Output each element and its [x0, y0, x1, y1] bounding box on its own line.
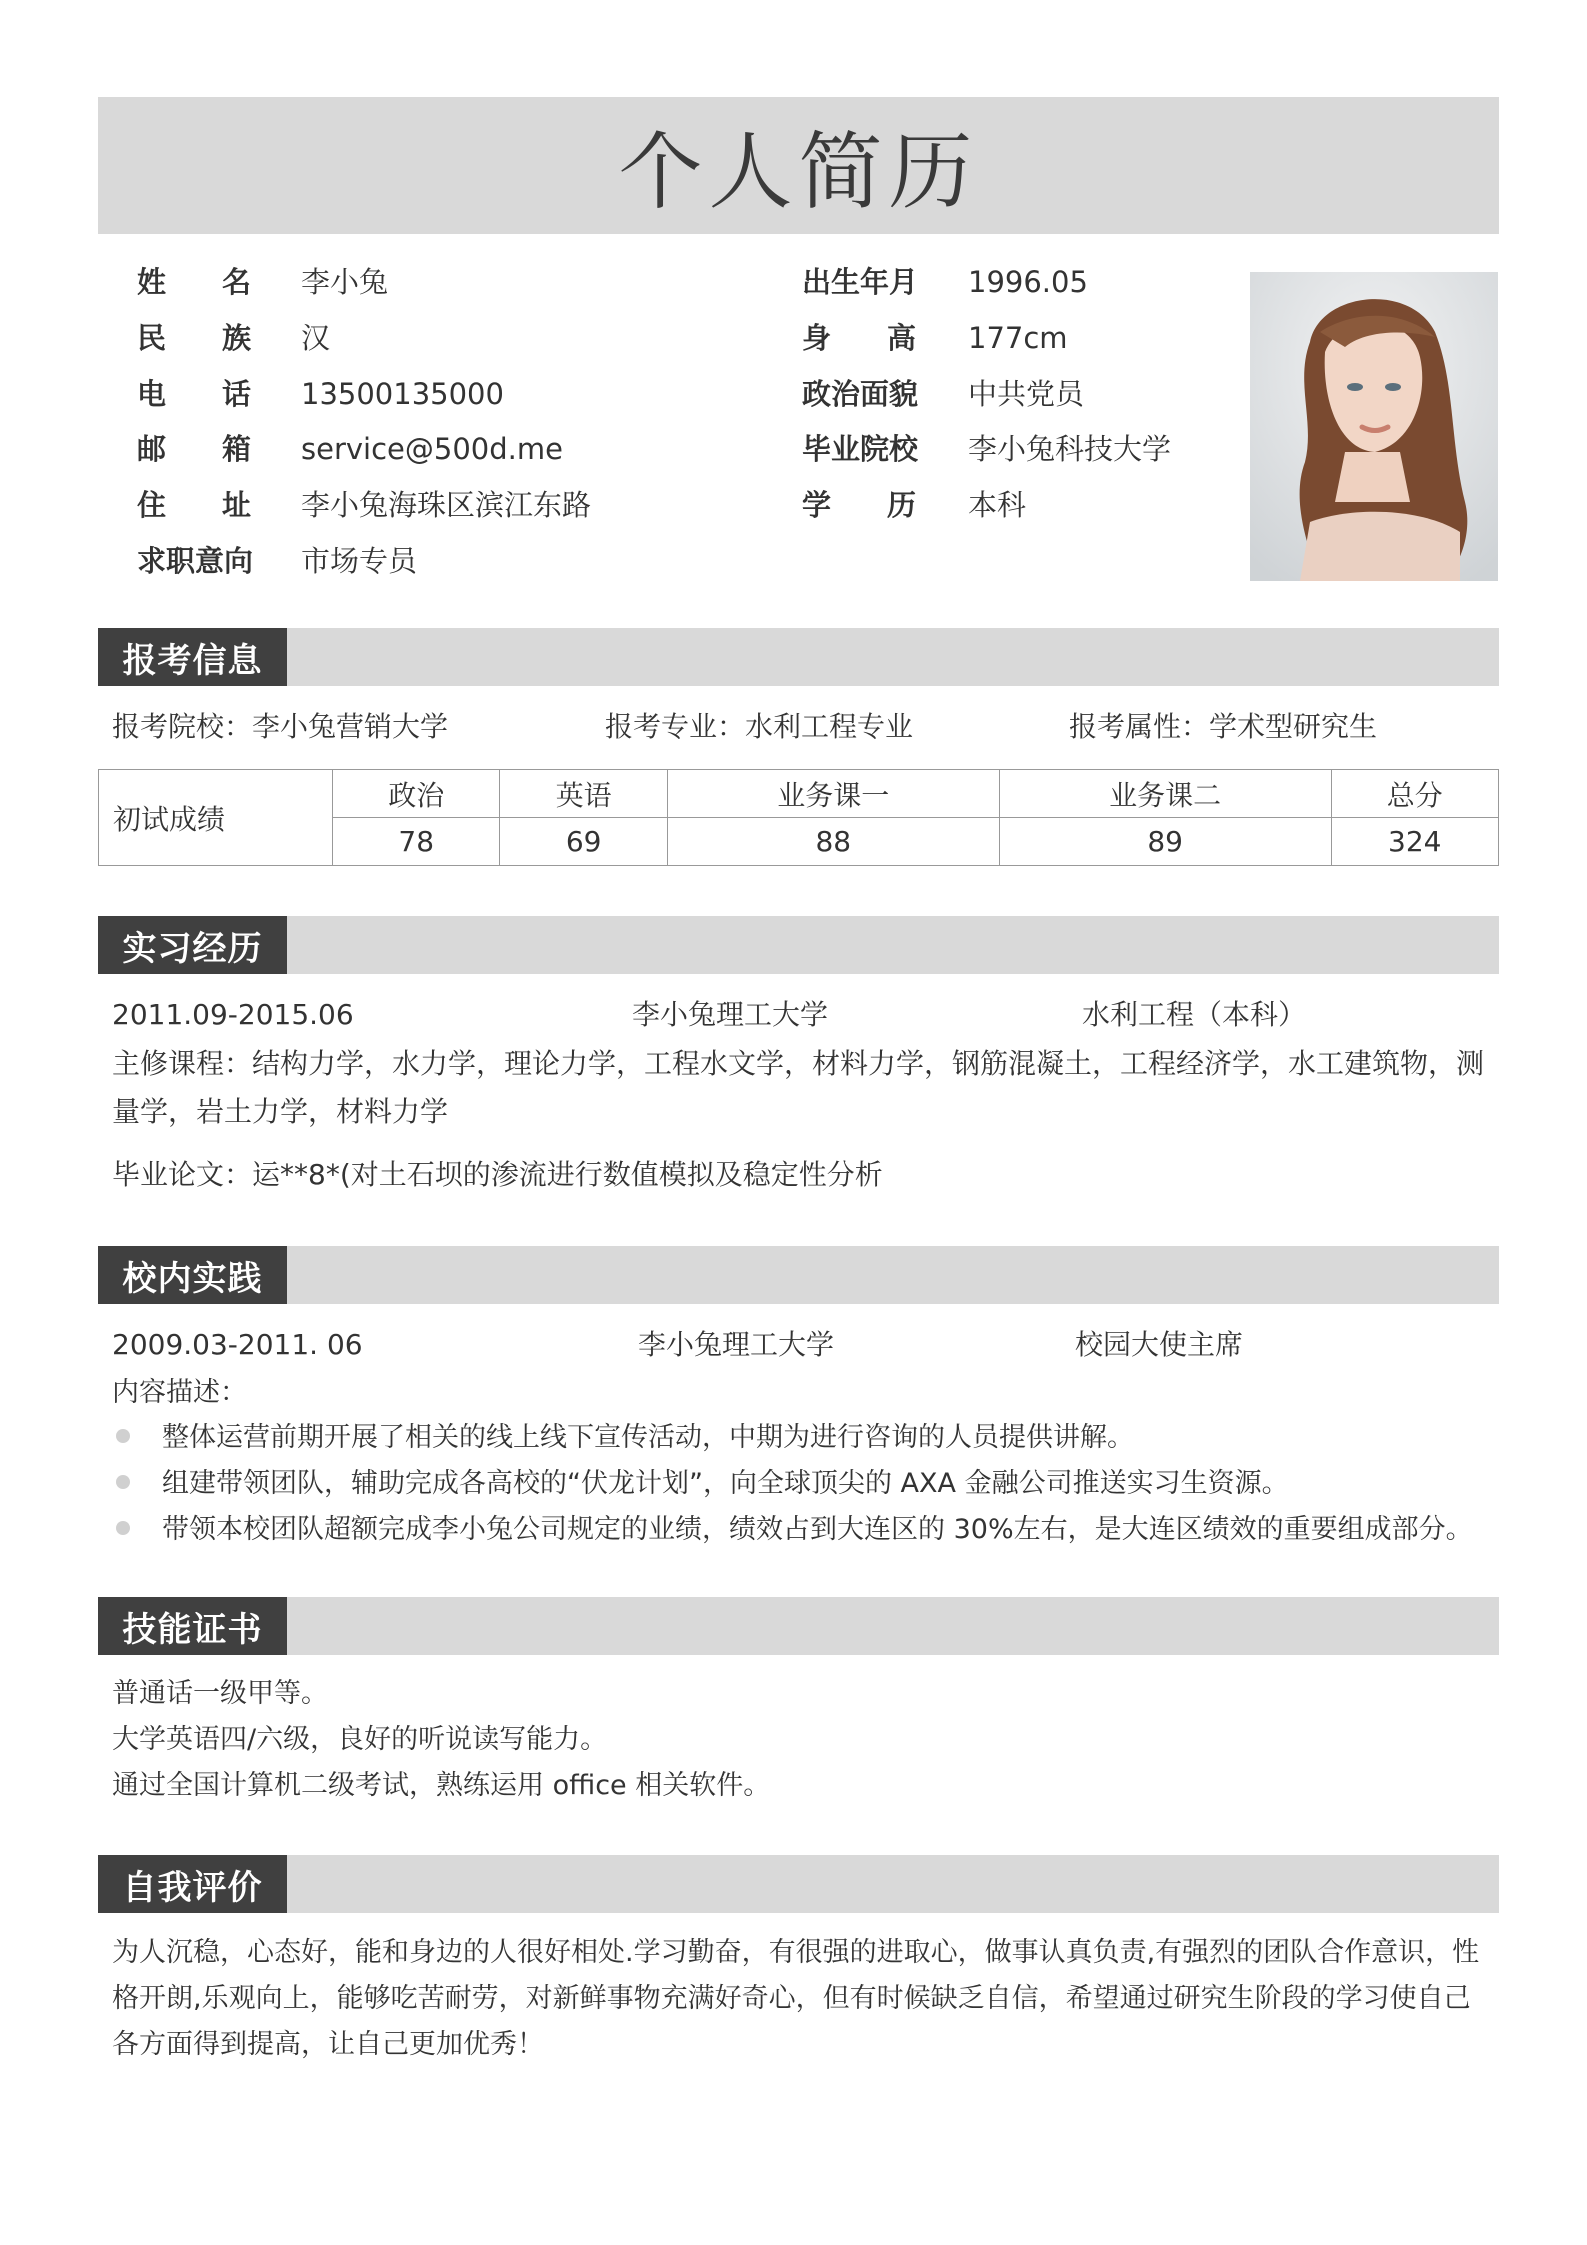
phone-value: 13500135000 [301, 377, 504, 411]
bullet-icon [116, 1429, 130, 1443]
political-value: 中共党员 [968, 377, 1085, 411]
campus-period: 2009.03-2011. 06 [112, 1328, 363, 1361]
job-intent-value: 市场专员 [301, 544, 418, 578]
section-header-self [98, 1855, 1499, 1913]
internship-thesis: 毕业论文：运**8*(对土石坝的渗流进行数值模拟及稳定性分析 [112, 1158, 883, 1191]
email-label: 邮箱 [137, 432, 308, 466]
skill-item: 大学英语四/六级，良好的听说读写能力。 [112, 1724, 608, 1755]
score-cell: 78 [333, 818, 500, 866]
score-cell: 69 [500, 818, 667, 866]
birth-value: 1996.05 [968, 265, 1088, 299]
bullet-text: 组建带领团队，辅助完成各高校的“伏龙计划”，向全球顶尖的 AXA 金融公司推送实习生资源。 [162, 1468, 1289, 1499]
address-value: 李小兔海珠区滨江东路 [301, 488, 592, 522]
internship-school: 李小兔理工大学 [632, 998, 829, 1031]
table-row [99, 770, 1499, 818]
campus-school: 李小兔理工大学 [638, 1328, 835, 1361]
bullet-text: 带领本校团队超额完成李小兔公司规定的业绩，绩效占到大连区的 30%左右，是大连区绩效的重要组成部分。 [162, 1514, 1473, 1545]
internship-major: 水利工程（本科） [1082, 998, 1307, 1031]
political-label: 政治面貌 [802, 377, 919, 411]
internship-period: 2011.09-2015.06 [112, 998, 354, 1031]
internship-courses: 主修课程：结构力学，水力学，理论力学，工程水文学，材料力学，钢筋混凝土，工程经济学，水工建筑物，测量学，岩土力学，材料力学 [112, 1047, 1485, 1128]
section-title-internship: 实习经历 [98, 916, 287, 974]
education-value: 本科 [968, 488, 1027, 522]
list-item [116, 1510, 1473, 1550]
section-title-exam: 报考信息 [98, 628, 287, 686]
section-title-skills: 技能证书 [98, 1597, 287, 1655]
section-header-exam [98, 628, 1499, 686]
phone-label: 电话 [137, 377, 308, 411]
score-row-label: 初试成绩 [99, 770, 333, 866]
score-header: 业务课一 [667, 770, 999, 818]
address-label: 住址 [137, 488, 308, 522]
score-cell: 89 [999, 818, 1331, 866]
exam-type: 报考属性：学术型研究生 [1069, 710, 1378, 743]
email-value: service@500d.me [301, 432, 563, 466]
birth-label: 出生年月 [802, 265, 919, 299]
name-label: 姓名 [137, 265, 308, 299]
graduate-school-label: 毕业院校 [802, 432, 919, 466]
name-value: 李小兔 [301, 265, 389, 299]
list-item [116, 1464, 1289, 1504]
skill-item: 通过全国计算机二级考试，熟练运用 office 相关软件。 [112, 1770, 771, 1801]
section-header-internship [98, 916, 1499, 974]
bullet-icon [116, 1521, 130, 1535]
section-title-self: 自我评价 [98, 1855, 287, 1913]
skill-item: 普通话一级甲等。 [112, 1678, 328, 1709]
profile-photo [1250, 272, 1498, 581]
score-cell: 88 [667, 818, 999, 866]
graduate-school-value: 李小兔科技大学 [968, 432, 1172, 466]
education-label: 学历 [802, 488, 973, 522]
campus-desc-label: 内容描述： [112, 1377, 247, 1408]
height-value: 177cm [968, 321, 1068, 355]
score-header: 英语 [500, 770, 667, 818]
section-header-campus [98, 1246, 1499, 1304]
job-intent-label: 求职意向 [137, 544, 254, 578]
campus-role: 校园大使主席 [1075, 1328, 1244, 1361]
section-title-campus: 校内实践 [98, 1246, 287, 1304]
self-evaluation: 为人沉稳，心态好，能和身边的人很好相处.学习勤奋，有很强的进取心，做事认真负责,有强烈的团队合作意识，性格开朗,乐观向上，能够吃苦耐劳，对新鲜事物充满好奇心，但有时候缺乏自信，希望通过研究生阶段的学习使自己各方面得到提高，让自己更加优秀！ [112, 1937, 1480, 2060]
list-item [116, 1418, 1134, 1458]
page-title: 个人简历 [618, 123, 979, 221]
score-table [98, 769, 1499, 866]
section-header-skills [98, 1597, 1499, 1655]
height-label: 身高 [802, 321, 973, 355]
bullet-icon [116, 1475, 130, 1489]
score-header: 业务课二 [999, 770, 1331, 818]
score-header: 政治 [333, 770, 500, 818]
bullet-text: 整体运营前期开展了相关的线上线下宣传活动，中期为进行咨询的人员提供讲解。 [162, 1422, 1134, 1453]
title-banner [98, 97, 1499, 234]
ethnicity-value: 汉 [301, 321, 331, 355]
exam-school: 报考院校：李小兔营销大学 [112, 710, 449, 743]
score-cell: 324 [1331, 818, 1498, 866]
ethnicity-label: 民族 [137, 321, 308, 355]
score-header: 总分 [1331, 770, 1498, 818]
exam-major: 报考专业：水利工程专业 [605, 710, 914, 743]
